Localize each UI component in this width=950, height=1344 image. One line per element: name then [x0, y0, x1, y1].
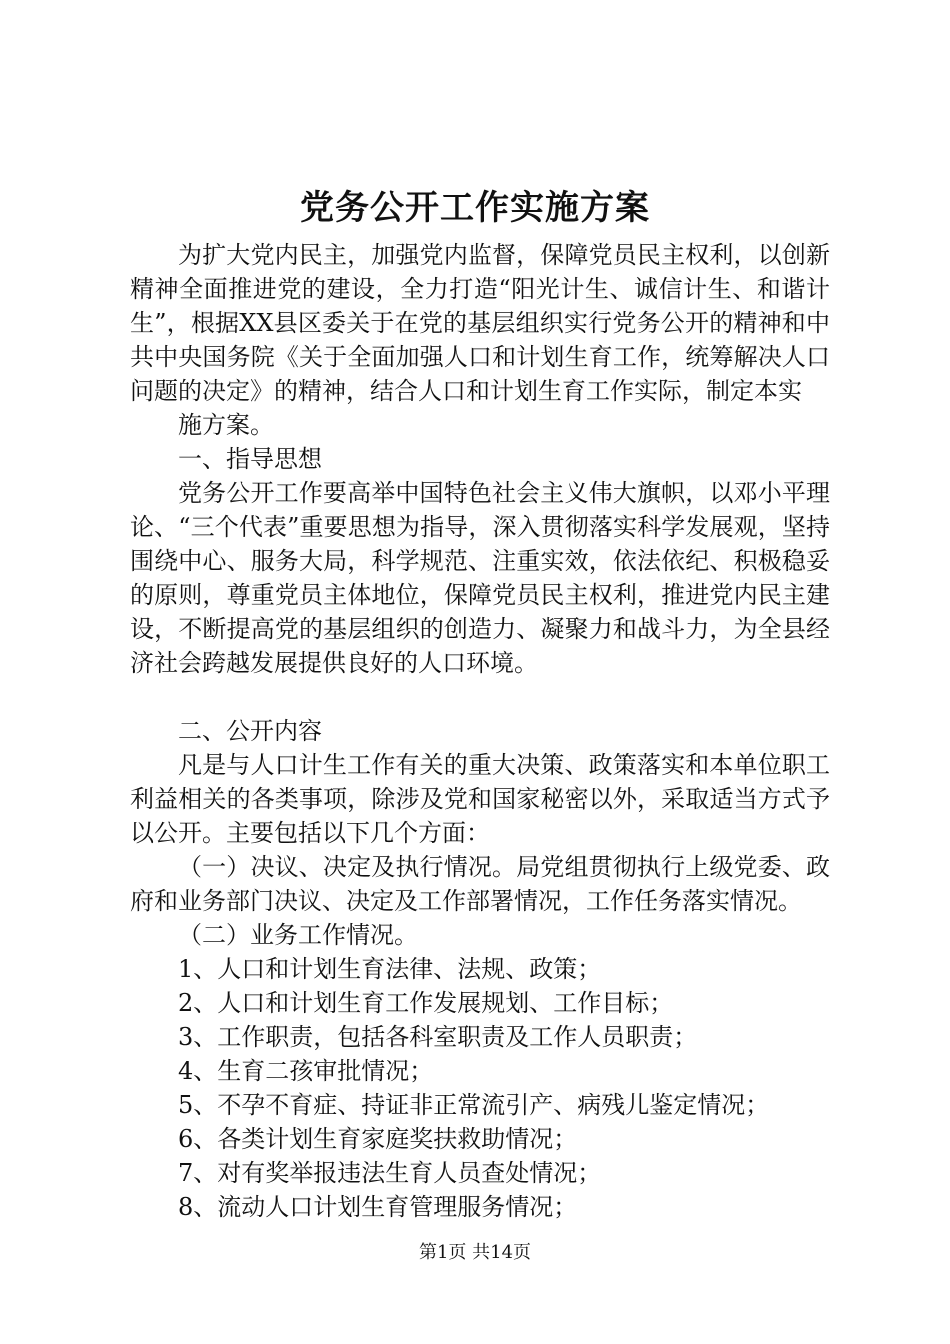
guiding-thought-paragraph: 党务公开工作要高举中国特色社会主义伟大旗帜，以邓小平理论、“三个代表”重要思想为指导，深入贯彻落实科学发展观，坚持围绕中心、服务大局，科学规范、注重实效，依法依纪、积极稳妥的原则，尊重党员主体地位，保障党员民主权利，推进党内民主建设，不断提高党的基层组织的创造力、凝聚力和战斗力，为全县经济社会跨越发展提供良好的人口环境。 — [130, 479, 830, 677]
paragraph-spacer — [130, 680, 830, 714]
section-heading-guiding-thought: 一、指导思想 — [178, 445, 322, 473]
subsection-resolutions-paragraph: （一）决议、决定及执行情况。局党组贯彻执行上级党委、政府和业务部门决议、决定及工作部署情况，工作任务落实情况。 — [130, 853, 830, 915]
list-item: 1、人口和计划生育法律、法规、政策； — [178, 955, 602, 983]
list-item: 7、对有奖举报违法生育人员查处情况； — [178, 1159, 602, 1187]
document-title: 党务公开工作实施方案 — [300, 188, 650, 228]
intro-paragraph: 为扩大党内民主，加强党内监督，保障党员民主权利，以创新精神全面推进党的建设，全力打造“阳光计生、诚信计生、和谐计生”，根据XX县区委关于在党的基层组织实行党务公开的精神和中共中央国务院《关于全面加强人口和计划生育工作，统筹解决人口问题的决定》的精神，结合人口和计划生育工作实际，制定本实 — [130, 241, 830, 405]
page-footer: 第1页 共14页 — [418, 1242, 532, 1263]
list-item: 5、不孕不育症、持证非正常流引产、病残儿鉴定情况； — [178, 1091, 770, 1119]
subsection-business-work-heading: （二）业务工作情况。 — [178, 921, 418, 949]
document-body — [130, 238, 830, 1224]
list-item: 8、流动人口计划生育管理服务情况； — [178, 1193, 578, 1221]
intro-paragraph-continued: 施方案。 — [178, 411, 274, 439]
list-item: 2、人口和计划生育工作发展规划、工作目标； — [178, 989, 674, 1017]
section-heading-public-content: 二、公开内容 — [178, 717, 322, 745]
list-item: 6、各类计划生育家庭奖扶救助情况； — [178, 1125, 578, 1153]
public-content-paragraph: 凡是与人口计生工作有关的重大决策、政策落实和本单位职工利益相关的各类事项，除涉及党和国家秘密以外，采取适当方式予以公开。主要包括以下几个方面： — [130, 751, 830, 847]
list-item: 4、生育二孩审批情况； — [178, 1057, 434, 1085]
list-item: 3、工作职责，包括各科室职责及工作人员职责； — [178, 1023, 698, 1051]
